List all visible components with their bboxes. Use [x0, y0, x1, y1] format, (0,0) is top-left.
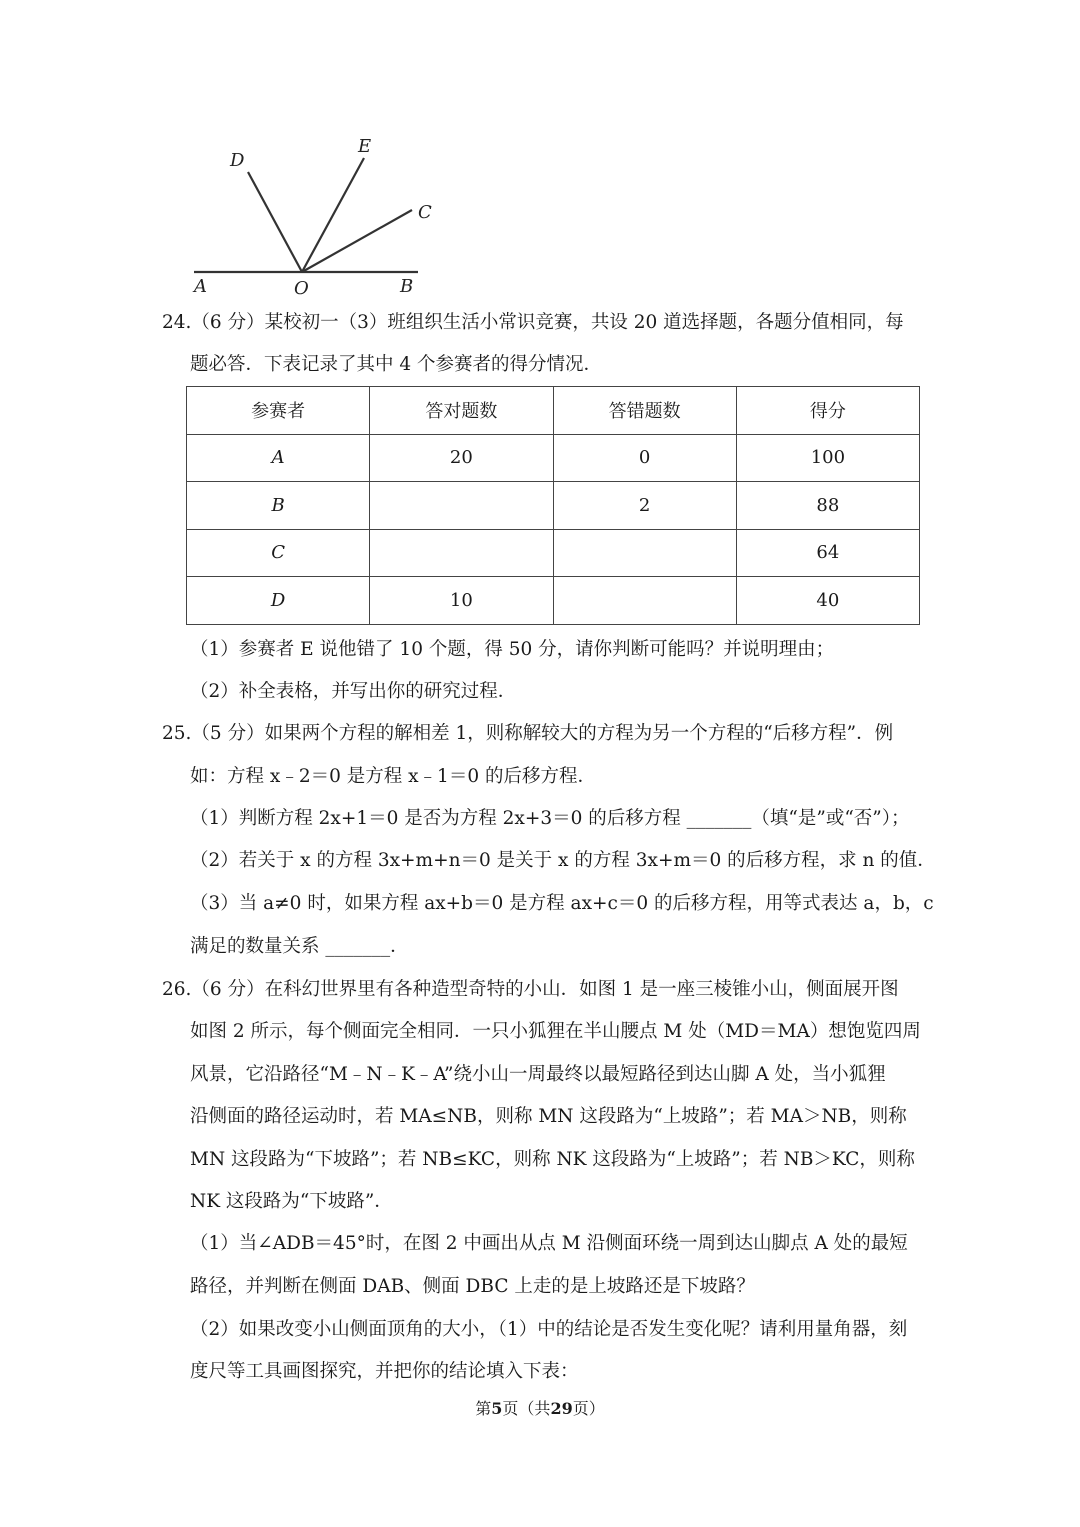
q25-sub-1: （1）判断方程 2x+1＝0 是否为方程 2x+3＝0 的后移方程 _______（填“是”或“否”）； [190, 808, 910, 829]
q24-line-2: 题必答．下表记录了其中 4 个参赛者的得分情况． [190, 354, 603, 375]
table-cell: 88 [736, 482, 919, 530]
table-cell [553, 529, 736, 577]
page-footer [0, 1396, 1080, 1419]
table-cell: A [187, 434, 370, 482]
label-d: D [230, 150, 245, 171]
table-cell: 20 [370, 434, 553, 482]
table-row [187, 577, 920, 625]
q26-sub-2a: （2）如果改变小山侧面顶角的大小，（1）中的结论是否发生变化呢？请利用量角器，刻 [190, 1319, 908, 1340]
footer-page-number: 5 [491, 1399, 503, 1418]
header-cell: 得分 [736, 387, 919, 435]
footer-suffix: 页） [572, 1399, 605, 1418]
table-cell [553, 577, 736, 625]
label-o: O [294, 278, 309, 299]
table-row [187, 434, 920, 482]
q25-sub-3a: （3）当 a≠0 时，如果方程 ax+b＝0 是方程 ax+c＝0 的后移方程，用等式表达 a，b，c [190, 893, 934, 914]
label-c: C [418, 202, 432, 223]
q25-line-1: 25.（5 分）如果两个方程的解相差 1，则称解较大的方程为另一个方程的“后移方程”．例 [162, 723, 894, 744]
label-b: B [400, 276, 414, 297]
table-row [187, 529, 920, 577]
footer-prefix: 第 [475, 1399, 492, 1418]
score-table [186, 386, 920, 625]
q26-line-1: 26.（6 分）在科幻世界里有各种造型奇特的小山．如图 1 是一座三棱锥小山，侧面展开图 [162, 979, 899, 1000]
table-cell: D [187, 577, 370, 625]
q24-sub-2: （2）补全表格，并写出你的研究过程． [190, 681, 517, 702]
q26-sub-2b: 度尺等工具画图探究，并把你的结论填入下表： [190, 1361, 579, 1382]
label-a: A [194, 276, 207, 297]
label-e: E [358, 136, 372, 157]
angle-figure [180, 130, 460, 300]
q25-line-2: 如：方程 x﹣2＝0 是方程 x﹣1＝0 的后移方程． [190, 766, 596, 787]
q26-line-3: 风景，它沿路径“M﹣N﹣K﹣A”绕小山一周最终以最短路径到达山脚 A 处，当小狐狸 [190, 1064, 886, 1085]
q26-sub-1a: （1）当∠ADB＝45°时，在图 2 中画出从点 M 沿侧面环绕一周到达山脚点 A 处的最短 [190, 1233, 908, 1254]
table-cell [370, 482, 553, 530]
table-cell: 10 [370, 577, 553, 625]
table-cell: 64 [736, 529, 919, 577]
table-cell: C [187, 529, 370, 577]
q24-sub-1: （1）参赛者 E 说他错了 10 个题，得 50 分，请你判断可能吗？并说明理由； [190, 639, 835, 660]
table-cell: 40 [736, 577, 919, 625]
q26-sub-1b: 路径，并判断在侧面 DAB、侧面 DBC 上走的是上坡路还是下坡路？ [190, 1276, 755, 1297]
table-cell: 2 [553, 482, 736, 530]
ray-od [248, 172, 302, 272]
header-cell: 答错题数 [553, 387, 736, 435]
q26-line-5: MN 这段路为“下坡路”；若 NB≤KC，则称 NK 这段路为“上坡路”；若 NB＞KC，则称 [190, 1149, 915, 1170]
q25-sub-2: （2）若关于 x 的方程 3x+m+n＝0 是关于 x 的方程 3x+m＝0 的后移方程，求 n 的值． [190, 850, 936, 871]
header-cell: 参赛者 [187, 387, 370, 435]
q26-line-4: 沿侧面的路径运动时，若 MA≤NB，则称 MN 这段路为“上坡路”；若 MA＞NB，则称 [190, 1106, 907, 1127]
footer-mid: 页（共 [502, 1399, 551, 1418]
table-cell: 100 [736, 434, 919, 482]
q26-line-2: 如图 2 所示，每个侧面完全相同．一只小狐狸在半山腰点 M 处（MD＝MA）想饱览四周 [190, 1021, 921, 1042]
table-header-row [187, 387, 920, 435]
footer-total-pages: 29 [550, 1399, 573, 1418]
table-cell: B [187, 482, 370, 530]
q24-line-1: 24.（6 分）某校初一（3）班组织生活小常识竞赛，共设 20 道选择题，各题分值相同，每 [162, 312, 904, 333]
table-row [187, 482, 920, 530]
header-cell: 答对题数 [370, 387, 553, 435]
table-cell: 0 [553, 434, 736, 482]
q25-sub-3b: 满足的数量关系 _______． [190, 936, 409, 957]
q26-line-6: NK 这段路为“下坡路”． [190, 1191, 393, 1212]
table-cell [370, 529, 553, 577]
